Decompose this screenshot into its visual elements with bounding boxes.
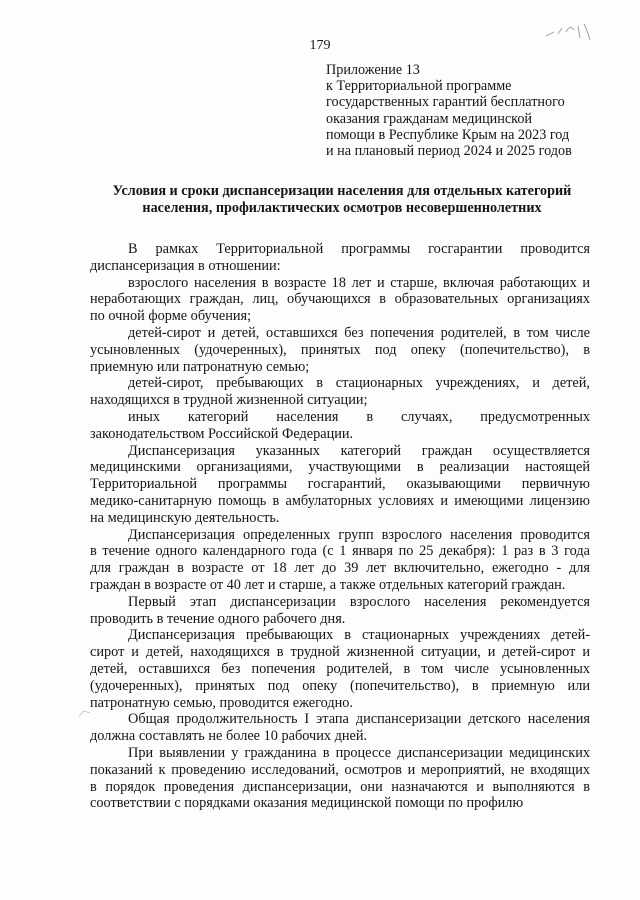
paragraph-line: В рамках Территориальной программы госгарантии проводится xyxy=(128,241,590,257)
paragraph xyxy=(90,627,590,711)
paragraph xyxy=(90,275,590,325)
paragraph-line: для граждан в возрасте от 18 лет до 39 лет включительно, ежегодно - для xyxy=(90,560,590,577)
paragraph-line: соответствии с порядками оказания медицинской помощи по профилю xyxy=(90,795,524,812)
paragraph xyxy=(90,594,590,628)
paragraph-line: Диспансеризация указанных категорий граждан осуществляется xyxy=(128,442,590,459)
paragraph-line: сирот и детей, находящихся в трудной жизненной ситуации, и детей-сирот и xyxy=(90,644,590,661)
paragraph-line: на медицинскую деятельность. xyxy=(90,509,280,526)
paragraph-line: детей-сирот и детей, оставшихся без попечения родителей, в том числе xyxy=(128,324,590,341)
title-line: населения, профилактических осмотров несовершеннолетних xyxy=(142,200,542,216)
paragraph-line: Первый этап диспансеризации взрослого населения рекомендуется xyxy=(128,593,590,610)
appendix-line: государственных гарантий бесплатного xyxy=(326,94,565,111)
margin-mark xyxy=(78,708,92,718)
paragraph-line: находящихся в трудной жизненной ситуации; xyxy=(90,392,368,409)
paragraph xyxy=(90,711,590,745)
paragraph-line: детей, оставшихся без попечения родителей, в том числе усыновленных xyxy=(90,660,590,677)
paragraph-line: Территориальной программы госгарантий, оказывающими первичную xyxy=(90,476,590,493)
paragraph-line: Общая продолжительность I этапа диспансеризации детского населения xyxy=(128,711,590,728)
paragraph-line: в течение одного календарного года (с 1 января по 25 декабря): 1 раз в 3 года xyxy=(90,543,590,560)
paragraph-line: патронатную семью, проводится ежегодно. xyxy=(90,694,353,711)
paragraph-line: законодательством Российской Федерации. xyxy=(90,425,354,442)
paragraph xyxy=(90,375,590,409)
appendix-line: и на плановый период 2024 и 2025 годов xyxy=(326,143,572,160)
appendix-header xyxy=(326,62,616,159)
page-number: 179 xyxy=(309,38,331,53)
paragraph-line: приемную или патронатную семью; xyxy=(90,358,310,375)
paragraph-line: При выявлении у гражданина в процессе диспансеризации медицинских xyxy=(128,744,590,761)
paragraph-line: Диспансеризация определенных групп взрослого населения проводится xyxy=(128,526,590,543)
paragraph xyxy=(90,325,590,375)
paragraph-line: взрослого населения в возрасте 18 лет и старше, включая работающих и xyxy=(128,274,590,291)
paragraph-line: иных категорий населения в случаях, предусмотренных xyxy=(128,408,590,425)
paragraph-line: медицинскими организациями, участвующими в реализации настоящей xyxy=(90,459,590,476)
paragraph-line: Диспансеризация пребывающих в стационарных учреждениях детей- xyxy=(128,627,590,644)
paragraph-line: детей-сирот, пребывающих в стационарных учреждениях, и детей, xyxy=(128,375,590,392)
appendix-line: оказания гражданам медицинской xyxy=(326,110,533,127)
paragraph xyxy=(90,241,590,275)
appendix-line: Приложение 13 xyxy=(326,62,420,78)
paragraph-line: (удочеренных), принятых под опеку (попечительство), в приемную или xyxy=(90,677,590,694)
paragraph-line: по очной форме обучения; xyxy=(90,308,252,325)
paragraph-line: граждан в возрасте от 40 лет и старше, а также отдельных категорий граждан. xyxy=(90,576,566,593)
document-body xyxy=(90,241,590,812)
paragraph-line: неработающих граждан, лиц, обучающихся в образовательных организациях xyxy=(90,291,590,308)
paragraph-line: медико-санитарную помощь в амбулаторных условиях и имеющими лицензию xyxy=(90,492,590,509)
title-line: Условия и сроки диспансеризации населения для отдельных категорий xyxy=(112,183,572,199)
paragraph xyxy=(90,409,590,443)
paragraph-line: должна составлять не более 10 рабочих дней. xyxy=(90,728,368,745)
paragraph-line: показаний к проведению исследований, осмотров и мероприятий, не входящих xyxy=(90,761,590,778)
paragraph-line: в порядок проведения диспансеризации, они назначаются и выполняются в xyxy=(90,778,590,795)
paragraph xyxy=(90,745,590,812)
paragraph-line: усыновленных (удочеренных), принятых под опеку (попечительство), в xyxy=(90,341,590,358)
paragraph xyxy=(90,527,590,594)
document-title xyxy=(72,183,612,217)
paragraph-line: диспансеризация в отношении: xyxy=(90,257,281,274)
paragraph xyxy=(90,443,590,527)
appendix-line: к Территориальной программе xyxy=(326,78,512,95)
paragraph-line: проводить в течение одного рабочего дня. xyxy=(90,610,346,627)
appendix-line: помощи в Республике Крым на 2023 год xyxy=(326,126,570,143)
